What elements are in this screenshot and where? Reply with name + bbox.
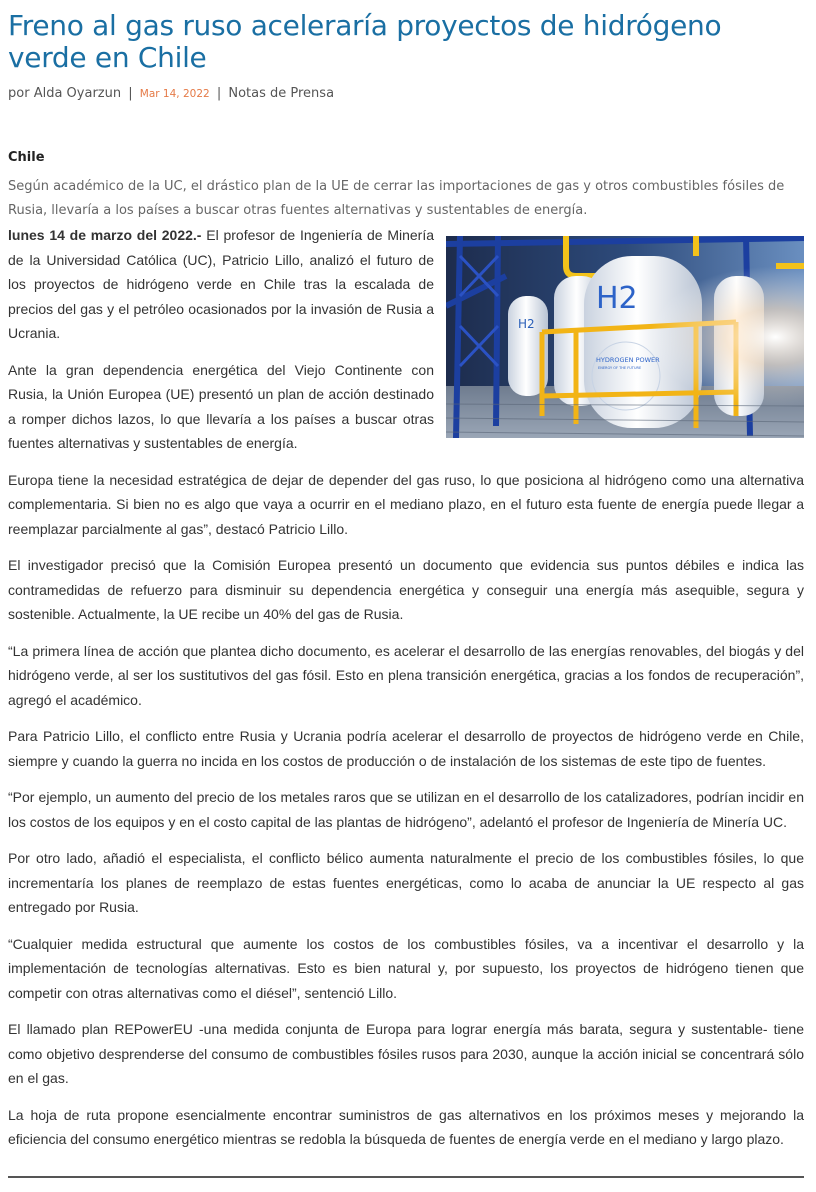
paragraph: “Por ejemplo, un aumento del precio de los metales raros que se utilizan en el desarrollo de los catalizadores, podrían incidir en los costos de los equipos y en el costo capital de las plantas de hidrógeno”, adelantó el profesor de Ingeniería de Minería UC. xyxy=(8,789,804,830)
article-lead: Según académico de la UC, el drástico plan de la UE de cerrar las importaciones de gas y otros combustibles fósiles de Rusia, llevaría a los países a buscar otras fuentes alternativas y sustentables de energía. xyxy=(8,179,785,218)
article-title: Freno al gas ruso aceleraría proyectos de hidrógeno verde en Chile xyxy=(8,9,722,74)
paragraph: Para Patricio Lillo, el conflicto entre Rusia y Ucrania podría acelerar el desarrollo de proyectos de hidrógeno verde en Chile, siempre y cuando la guerra no incida en los costos de producción o de instalación de los sistemas de este tipo de fuentes. xyxy=(8,728,804,769)
paragraph: Europa tiene la necesidad estratégica de dejar de depender del gas ruso, lo que posiciona al hidrógeno como una alternativa complementaria. Si bien no es algo que vaya a ocurrir en el mediano plazo, en el futuro esta fuente de energía puede llegar a reemplazar parcialmente al gas”, destacó Patricio Lillo. xyxy=(8,471,804,537)
paragraph: El llamado plan REPowerEU -una medida conjunta de Europa para lograr energía más barata, segura y sustentable- tiene como objetivo desprenderse del consumo de combustibles fósiles rusos para 2030, aunque la acción inicial se concentrará sólo en el gas. xyxy=(8,1021,804,1086)
paragraph: El investigador precisó que la Comisión Europea presentó un documento que evidencia sus puntos débiles e indica las contramedidas de refuerzo para disminuir su dependencia energética y conseguir una energía más asequible, segura y sostenible. Actualmente, la UE recibe un 40% del gas de Rusia. xyxy=(8,557,804,622)
author-link[interactable]: Alda Oyarzun xyxy=(33,86,122,101)
paragraph: “Cualquier medida estructural que aumente los costos de los combustibles fósiles, va a incentivar el desarrollo y la implementación de tecnologías alternativas. Esto es bien natural y, por supuesto, los proyectos de hidrógeno tienen que competir con otras alternativas como el diésel”, sentenció Lillo. xyxy=(8,935,804,1001)
hydrogen-tanks-image xyxy=(446,236,804,438)
publish-date: Mar 14, 2022 xyxy=(139,88,210,100)
paragraph: Por otro lado, añadió el especialista, el conflicto bélico aumenta naturalmente el precio de los combustibles fósiles, lo que incrementaría los planes de reemplazo de estas fuentes energéticas, como lo acaba de anunciar la UE respecto al gas entregado por Rusia. xyxy=(8,850,804,915)
article xyxy=(8,0,804,1164)
category-link[interactable]: Notas de Prensa xyxy=(228,86,335,101)
paragraph: Ante la gran dependencia energética del Viejo Continente con Rusia, la Unión Europea (UE) presentó un plan de acción destinado a romper dichos lazos, lo que llevaría a los países a buscar otras fuentes alternativas y sustentables de energía. xyxy=(8,361,434,451)
dateline: lunes 14 de marzo del 2022.- xyxy=(8,227,202,243)
meta-separator: | xyxy=(128,86,133,101)
region-label: Chile xyxy=(8,150,45,165)
article-meta xyxy=(8,84,804,104)
meta-separator: | xyxy=(216,86,222,101)
byline-prefix: por xyxy=(8,86,30,101)
bottom-divider xyxy=(8,1176,804,1178)
paragraph: “La primera línea de acción que plantea dicho documento, es acelerar el desarrollo de las energías renovables, del biogás y del hidrógeno verde, al ser los sustitutivos del gas fósil. Esto en plena transición energética, gracias a los fondos de recuperación”, agregó el académico. xyxy=(8,642,804,708)
article-body xyxy=(8,223,804,1152)
paragraph: La hoja de ruta propone esencialmente encontrar suministros de gas alternativos en los próximos meses y mejorando la eficiencia del consumo energético mientras se redobla la búsqueda de fuentes de energía verde en el mediano y largo plazo. xyxy=(8,1106,804,1147)
paragraph: lunes 14 de marzo del 2022.- El profesor de Ingeniería de Minería de la Universidad Católica (UC), Patricio Lillo, analizó el futuro de los proyectos de hidrógeno verde en Chile tras la escalada de precios del gas y el petróleo ocasionados por la invasión de Rusia a Ucrania. xyxy=(8,227,435,341)
